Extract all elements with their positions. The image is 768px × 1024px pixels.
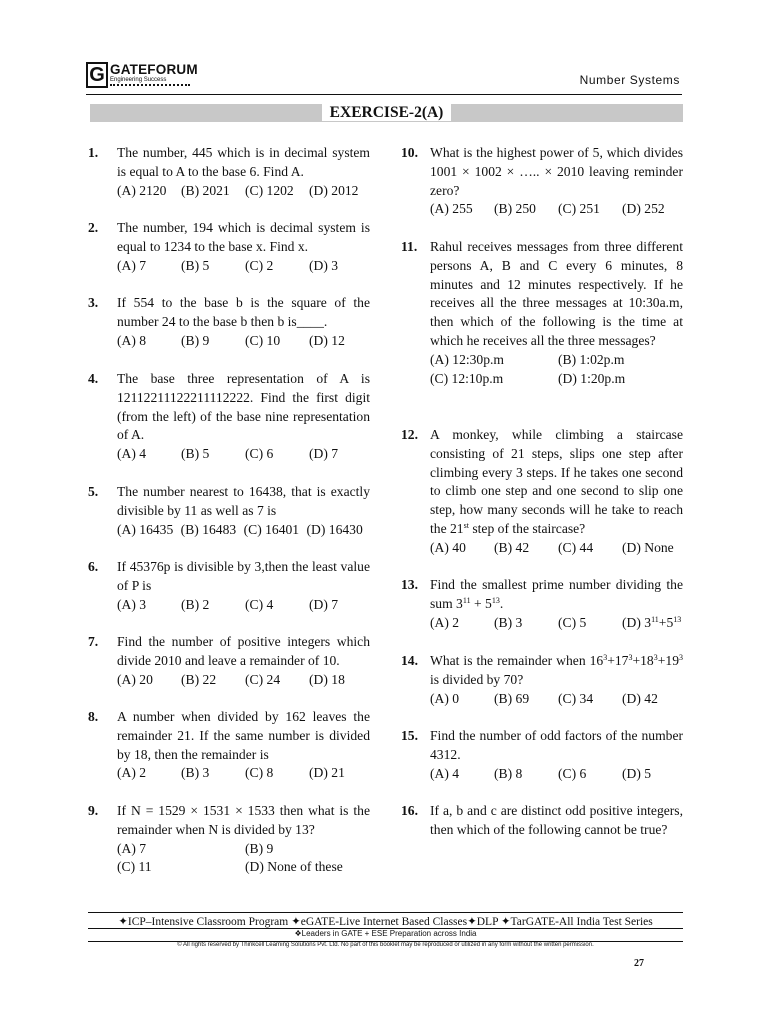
option-b: (B) 3 — [494, 614, 523, 630]
question-3 — [88, 294, 370, 350]
option-c: (C) 4 — [245, 596, 274, 612]
question-number: 7. — [88, 634, 99, 649]
option-b: (B) 2021 — [181, 182, 230, 198]
options — [117, 840, 370, 878]
logo-tagline: Engineering Success — [110, 77, 167, 83]
option-c: (C) 12:10p.m — [430, 370, 504, 386]
options — [430, 614, 683, 633]
option-c: (C) 2 — [245, 257, 274, 273]
question-13 — [401, 576, 683, 632]
question-number: 11. — [401, 239, 418, 254]
option-d: (D) 7 — [309, 596, 339, 612]
question-text: What is the remainder when $16^3+17^3+18^3+19^3$ is divided by 70? — [430, 653, 683, 687]
option-d: (D) 5 — [622, 765, 652, 781]
options — [117, 671, 370, 690]
question-number: 14. — [401, 653, 418, 668]
option-b: (B) 2 — [181, 596, 210, 612]
option-a: (A) 2 — [117, 765, 147, 781]
option-c: (C) 251 — [558, 201, 600, 217]
option-d: (D) 3 — [309, 257, 339, 273]
question-text: The number, 445 which is in decimal system is equal to A to the base 6. Find A. — [117, 145, 370, 179]
question-number: 16. — [401, 803, 418, 818]
question-number: 2. — [88, 220, 99, 235]
option-b: (B) 69 — [494, 690, 530, 706]
option-b: (B) 16483 — [180, 521, 237, 537]
option-a: (A) 8 — [117, 332, 147, 348]
question-text: Rahul receives messages from three different persons A, B and C every 6 minutes, 8 minutes and 12 minutes respectively. If he receives all the three messages at 10:30a.m, then which of the following is the time at which he receives all the three messages? — [430, 239, 683, 348]
options — [430, 200, 683, 219]
question-text: Find the number of odd factors of the number 4312. — [430, 728, 683, 762]
logo-name: GATEFORUM — [110, 62, 198, 77]
option-c: (C) 5 — [558, 614, 587, 630]
option-d: (D) None of these — [245, 859, 343, 875]
option-a: (A) 20 — [117, 671, 153, 687]
option-d: (D) 1:20p.m — [558, 370, 626, 386]
option-a: (A) 7 — [117, 257, 147, 273]
options — [430, 690, 683, 709]
footer-rule — [88, 912, 683, 913]
question-number: 5. — [88, 484, 99, 499]
question-number: 3. — [88, 295, 99, 310]
option-c: (C) 16401 — [243, 521, 300, 537]
question-14 — [401, 652, 683, 708]
question-number: 9. — [88, 803, 99, 818]
option-b: (B) 22 — [181, 671, 217, 687]
question-15 — [401, 727, 683, 783]
question-8 — [88, 708, 370, 783]
options — [430, 539, 683, 558]
option-a: (A) 3 — [117, 596, 147, 612]
option-c: (C) 10 — [245, 332, 281, 348]
question-number: 12. — [401, 427, 418, 442]
page-number: 27 — [634, 958, 644, 969]
gateforum-logo — [86, 62, 196, 92]
option-d: (D) None — [622, 539, 674, 555]
question-number: 6. — [88, 559, 99, 574]
option-a: (A) 0 — [430, 690, 460, 706]
options — [117, 332, 370, 351]
footer-programs: ✦ICP–Intensive Classroom Program ✦eGATE-Live Internet Based Classes✦DLP ✦TarGATE-All India Test Series — [118, 916, 653, 928]
option-d: (D) 7 — [309, 446, 339, 462]
option-b: (B) 9 — [181, 332, 210, 348]
question-text: If 554 to the base b is the square of the number 24 to the base b then b is____. — [117, 295, 370, 329]
question-text: A monkey, while climbing a staircase consisting of 21 steps, slips one step after climbing every 3 steps. If he takes one second to climb one step and one second to slip one step, how many seconds will he take to reach the 21st step of the staircase? — [430, 427, 683, 536]
question-number: 1. — [88, 145, 99, 160]
options — [117, 596, 370, 615]
question-text: If 45376p is divisible by 3,then the least value of P is — [117, 559, 370, 593]
question-11 — [401, 238, 683, 388]
option-b: (B) 9 — [245, 840, 274, 856]
question-number: 8. — [88, 709, 99, 724]
option-c: (C) 34 — [558, 690, 594, 706]
options — [117, 521, 370, 540]
option-a: (A) 255 — [430, 201, 473, 217]
option-d: (D) 16430 — [306, 521, 363, 537]
footer-tagline: ❖Leaders in GATE + ESE Preparation across India — [294, 929, 477, 938]
option-b: (B) 5 — [181, 446, 210, 462]
option-a: (A) 4 — [430, 765, 460, 781]
option-d: (D) 252 — [622, 201, 665, 217]
option-a: (A) 16435 — [117, 521, 174, 537]
option-c: (C) 8 — [245, 765, 274, 781]
question-text: What is the highest power of 5, which divides 1001 × 1002 × ….. × 2010 leaving reminder zero? — [430, 145, 683, 198]
question-2 — [88, 219, 370, 275]
option-d: (D) 18 — [309, 671, 345, 687]
question-9 — [88, 802, 370, 877]
question-number: 4. — [88, 371, 99, 386]
option-b: (B) 3 — [181, 765, 210, 781]
option-a: (A) 4 — [117, 446, 147, 462]
option-d: (D) 42 — [622, 690, 658, 706]
question-6 — [88, 558, 370, 614]
option-b: (B) 8 — [494, 765, 523, 781]
option-d: (D) 21 — [309, 765, 345, 781]
question-text: Find the smallest prime number dividing the sum $3^{11} + 5^{13}$. — [430, 577, 683, 611]
option-c: (C) 6 — [558, 765, 587, 781]
option-c: (C) 1202 — [245, 182, 294, 198]
question-text: A number when divided by 162 leaves the remainder 21. If the same number is divided by 18, then the remainder is — [117, 709, 370, 762]
question-text: The base three representation of A is 12112211122211112222. Find the first digit (from the left) of the base nine representation of A. — [117, 371, 370, 443]
option-b: (B) 1:02p.m — [558, 351, 625, 367]
question-1 — [88, 144, 370, 200]
exercise-banner — [90, 104, 683, 122]
option-a: (A) 7 — [117, 840, 147, 856]
option-a: (A) 40 — [430, 539, 466, 555]
option-c: (C) 6 — [245, 446, 274, 462]
question-text: If N = 1529 × 1531 × 1533 then what is the remainder when N is divided by 13? — [117, 803, 370, 837]
option-b: (B) 5 — [181, 257, 210, 273]
question-number: 13. — [401, 577, 418, 592]
question-12 — [401, 426, 683, 558]
option-a: (A) 2 — [430, 614, 460, 630]
options — [117, 445, 370, 464]
options — [117, 257, 370, 276]
logo-g-mark: G — [86, 62, 108, 88]
options — [117, 182, 370, 201]
exercise-title: EXERCISE-2(A) — [322, 104, 452, 121]
options — [430, 765, 683, 784]
question-7 — [88, 633, 370, 689]
question-10 — [401, 144, 683, 219]
option-d: (D) 2012 — [309, 182, 359, 198]
question-number: 10. — [401, 145, 418, 160]
option-a: (A) 2120 — [117, 182, 167, 198]
question-text: The number nearest to 16438, that is exactly divisible by 11 as well as 7 is — [117, 484, 370, 518]
footer-copyright: © All rights reserved by Thinkcell Learning Solutions Pvt. Ltd. No part of this booklet may be reproduced or utilized in any form without the written permission. — [177, 942, 594, 948]
option-d: (D) $3^{11}+5^{13}$ — [622, 614, 682, 630]
option-b: (B) 250 — [494, 201, 536, 217]
question-16 — [401, 802, 683, 840]
option-c: (C) 44 — [558, 539, 594, 555]
question-text: Find the number of positive integers which divide 2010 and leave a remainder of 10. — [117, 634, 370, 668]
header-rule — [86, 94, 682, 95]
option-b: (B) 42 — [494, 539, 530, 555]
logo-dots — [110, 84, 190, 86]
question-text: If a, b and c are distinct odd positive integers, then which of the following cannot be true? — [430, 803, 683, 837]
question-4 — [88, 370, 370, 464]
options — [430, 351, 683, 389]
section-title: Number Systems — [579, 73, 680, 87]
options — [117, 764, 370, 783]
option-a: (A) 12:30p.m — [430, 351, 505, 367]
question-number: 15. — [401, 728, 418, 743]
option-d: (D) 12 — [309, 332, 345, 348]
question-5 — [88, 483, 370, 539]
question-text: The number, 194 which is decimal system is equal to 1234 to the base x. Find x. — [117, 220, 370, 254]
option-c: (C) 11 — [117, 859, 152, 875]
option-c: (C) 24 — [245, 671, 281, 687]
